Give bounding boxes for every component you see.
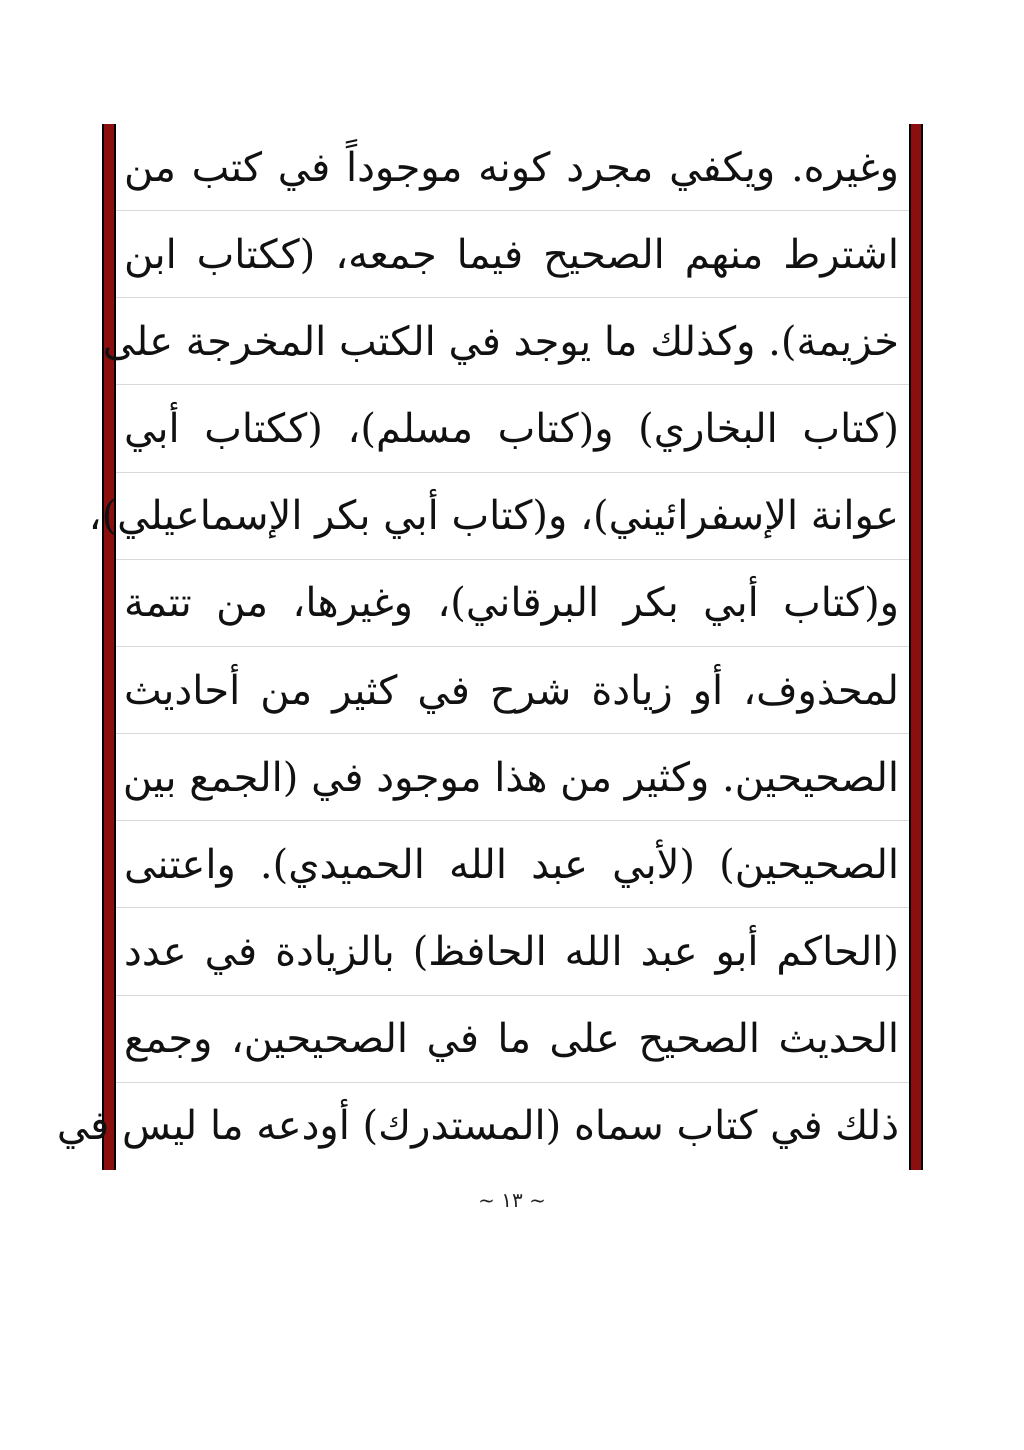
page-number: ~ ١٣ ~ [478,1188,546,1212]
right-page-border [909,124,923,1170]
text-line [116,124,909,211]
text-line [56,1083,909,1170]
text-line [102,298,909,385]
line-text: ذلك في كتاب سماه (المستدرك) أودعه ما ليس في [56,1103,899,1150]
line-text: وغيره. ويكفي مجرد كونه موجوداً في كتب من [124,144,899,191]
line-text: الصحيحين. وكثير من هذا موجود في (الجمع بين [122,754,899,801]
text-line [116,821,909,908]
text-line [116,647,909,734]
text-line [116,211,909,298]
line-text: الحديث الصحيح على ما في الصحيحين، وجمع [124,1016,899,1063]
text-line [116,734,909,821]
text-line [116,386,909,473]
line-text: لمحذوف، أو زيادة شرح في كثير من أحاديث [124,667,899,714]
text-line [88,473,909,560]
text-body [56,124,909,1170]
line-text: (كتاب البخاري) و(كتاب مسلم)، (ككتاب أبي [124,406,899,453]
line-text: اشترط منهم الصحيح فيما جمعه، (ككتاب ابن [124,231,899,278]
text-line [116,909,909,996]
line-text: و(كتاب أبي بكر البرقاني)، وغيرها، من تتمة [124,580,899,627]
text-line [116,996,909,1083]
line-text: خزيمة). وكذلك ما يوجد في الكتب المخرجة على [102,318,899,365]
text-line [116,560,909,647]
line-text: (الحاكم أبو عبد الله الحافظ) بالزيادة في عدد [124,929,899,976]
left-page-border [102,124,116,1170]
line-text: الصحيحين) (لأبي عبد الله الحميدي). واعتنى [124,841,899,888]
line-text: عوانة الإسفرائيني)، و(كتاب أبي بكر الإسماعيلي)، [88,493,899,540]
